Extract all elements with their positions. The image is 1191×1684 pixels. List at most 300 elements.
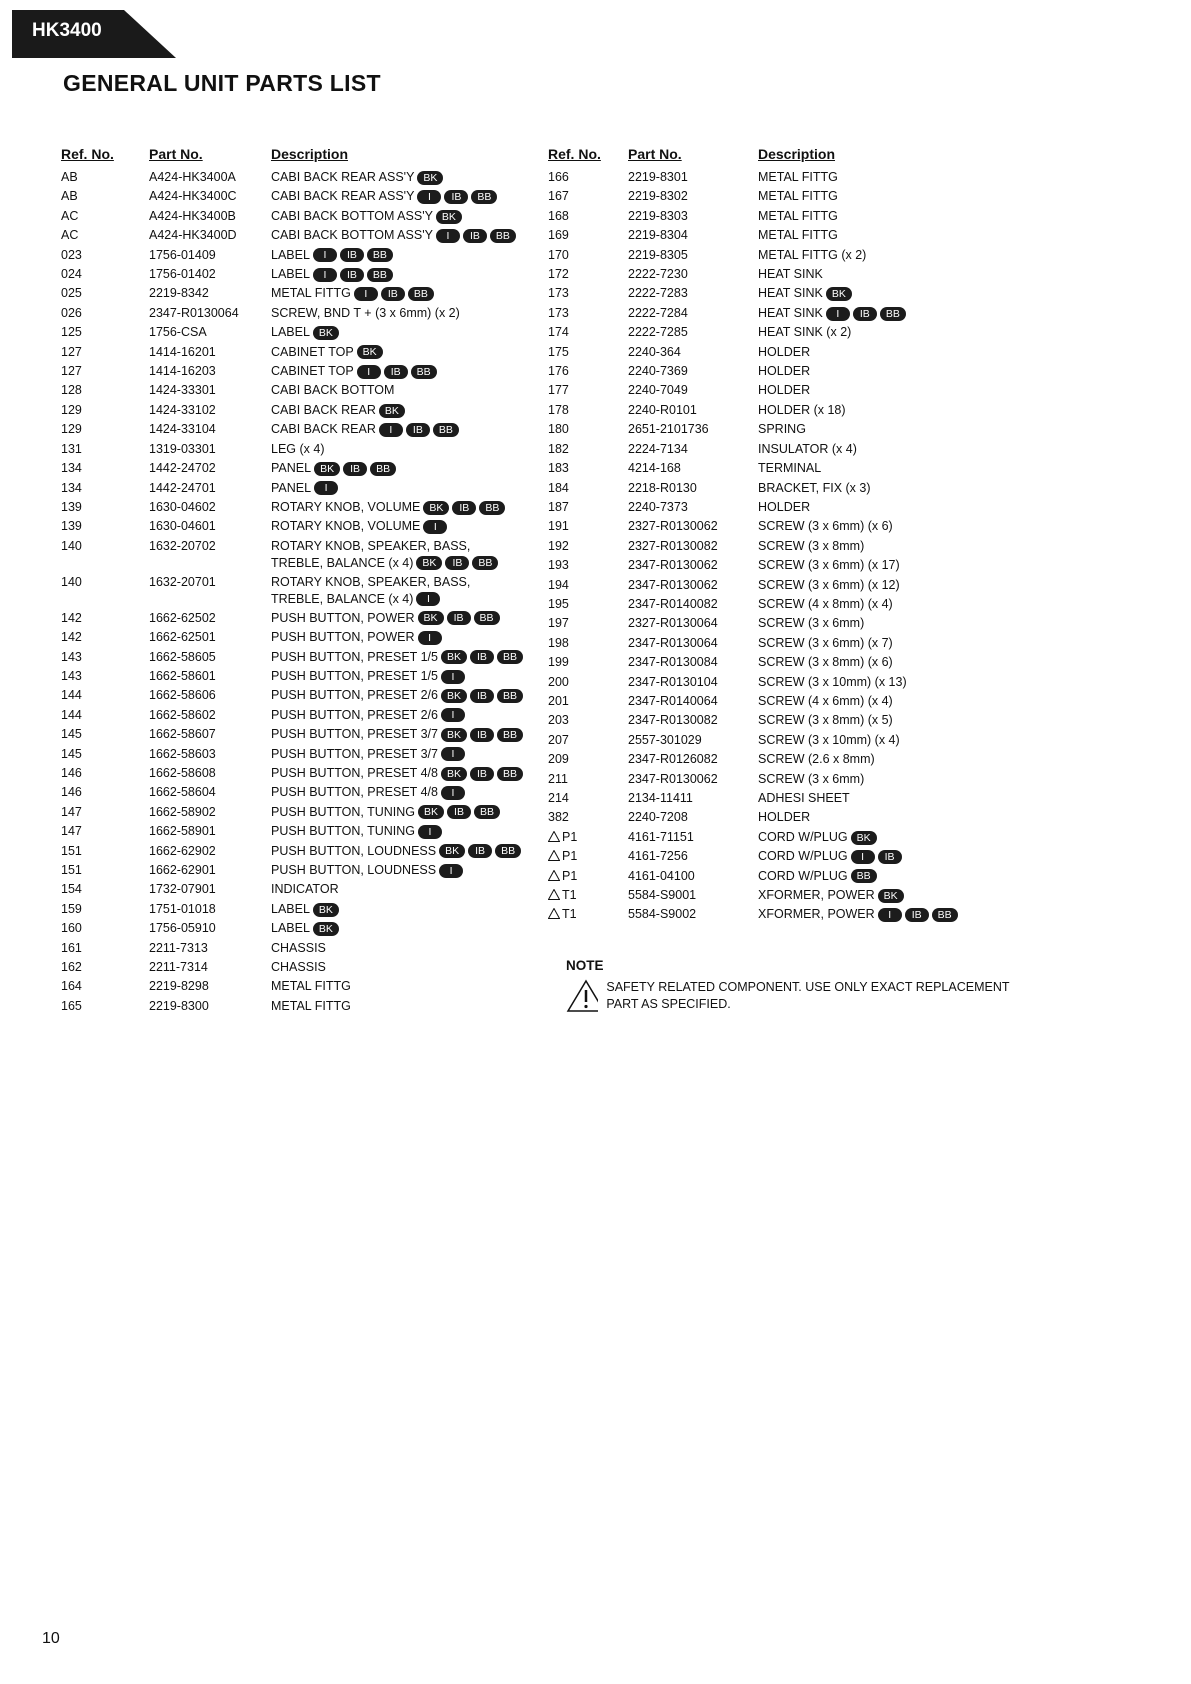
version-badge: IB (384, 365, 408, 379)
version-badge: IB (905, 908, 929, 922)
version-badge: BB (497, 767, 523, 781)
version-badges (851, 831, 877, 845)
ref-no-cell (61, 686, 149, 705)
description-text: METAL FITTG (758, 228, 838, 243)
table-row (61, 822, 561, 841)
description-text: BRACKET, FIX (x 3) (758, 480, 871, 495)
part-no-cell: 1319-03301 (149, 441, 216, 456)
ref-no-text: 147 (61, 804, 82, 819)
description-cell (271, 667, 561, 686)
warning-triangle-icon (566, 979, 598, 1013)
ref-no-cell (61, 783, 149, 802)
version-badge: I (441, 670, 465, 684)
ref-no-cell (61, 479, 149, 498)
table-row (548, 459, 1028, 478)
table-row (548, 323, 1028, 342)
ref-no-cell (548, 770, 628, 789)
description-cell (758, 440, 1028, 459)
table-row (61, 440, 561, 459)
part-no-cell: 2222-7230 (628, 267, 688, 282)
ref-no-text: 184 (548, 480, 569, 495)
part-no-cell: 2327-R0130064 (628, 616, 718, 631)
description-text: PUSH BUTTON, PRESET 1/5 (271, 668, 438, 683)
table-row (61, 842, 561, 861)
version-badges (441, 767, 523, 781)
table-row (61, 900, 561, 919)
part-no-cell: 2240-7369 (628, 364, 688, 379)
description-text: METAL FITTG (758, 170, 838, 184)
version-badges (441, 747, 465, 761)
version-badge: BB (433, 423, 459, 437)
table-row (61, 459, 561, 478)
ref-no-cell (61, 207, 149, 226)
table-row (548, 692, 1028, 711)
description-text: LEG (x 4) (271, 441, 325, 456)
description-text: HOLDER (758, 344, 811, 359)
description-cell (271, 919, 561, 938)
table-row (548, 537, 1028, 556)
description-text: PUSH BUTTON, PRESET 4/8 (271, 765, 438, 780)
ref-no-cell (61, 880, 149, 899)
version-badge: IB (343, 462, 367, 476)
ref-no-text: 200 (548, 674, 569, 689)
model-tag (12, 10, 176, 58)
part-no-cell: 1424-33104 (149, 422, 216, 437)
version-badge: IB (463, 229, 487, 243)
ref-no-cell (61, 667, 149, 686)
version-badge: IB (447, 611, 471, 625)
ref-no-text: 162 (61, 960, 82, 975)
version-badges (357, 345, 383, 359)
ref-no-cell (548, 362, 628, 381)
description-text: PUSH BUTTON, PRESET 2/6 (271, 688, 438, 703)
part-no-cell: 2211-7314 (149, 960, 208, 975)
description-text: PUSH BUTTON, TUNING (271, 804, 415, 819)
version-badge: I (354, 287, 378, 301)
description-cell (271, 168, 561, 187)
table-row (548, 517, 1028, 536)
table-row (61, 861, 561, 880)
ref-no-cell (548, 207, 628, 226)
ref-no-text: 178 (548, 402, 569, 417)
description-text: INDICATOR (271, 882, 339, 897)
description-cell (758, 867, 1028, 886)
table-row (61, 977, 561, 996)
description-text: PUSH BUTTON, PRESET 4/8 (271, 785, 438, 800)
version-badge: BB (479, 501, 505, 515)
part-no-cell: A424-HK3400A (149, 170, 236, 184)
description-cell (758, 847, 1028, 866)
version-badge: BB (370, 462, 396, 476)
part-no-cell: 1632-20702 (149, 538, 216, 553)
ref-no-text: AB (61, 189, 78, 204)
ref-no-cell (61, 939, 149, 958)
version-badges (313, 326, 339, 340)
table-row (61, 706, 561, 725)
description-cell (758, 459, 1028, 478)
part-no-cell: 1751-01018 (149, 901, 216, 916)
version-badges (439, 844, 521, 858)
version-badges (357, 365, 437, 379)
part-no-cell: 2219-8302 (628, 189, 688, 204)
table-row (548, 847, 1028, 866)
description-text: SCREW (3 x 10mm) (x 4) (758, 732, 900, 747)
table-row (548, 207, 1028, 226)
part-no-cell: 1630-04601 (149, 519, 216, 534)
description-text: PANEL (271, 480, 312, 495)
rows-left (61, 168, 561, 1016)
description-cell (271, 764, 561, 783)
version-badges (313, 922, 339, 936)
rows-right (548, 168, 1028, 925)
version-badge: BK (313, 903, 339, 917)
table-row (61, 517, 561, 536)
description-cell (758, 750, 1028, 769)
description-text: HEAT SINK (x 2) (758, 325, 852, 340)
description-cell (758, 653, 1028, 672)
description-text: PUSH BUTTON, PRESET 1/5 (271, 649, 438, 664)
description-text: CABI BACK REAR ASS'Y (271, 189, 415, 204)
version-badges (441, 728, 523, 742)
ref-no-cell (61, 977, 149, 996)
version-badge: BK (379, 404, 405, 418)
version-badge: I (436, 229, 460, 243)
ref-no-cell (61, 459, 149, 478)
version-badge: IB (447, 805, 471, 819)
ref-no-text: 167 (548, 189, 569, 204)
ref-no-cell (548, 750, 628, 769)
parts-table-right (548, 146, 1028, 925)
description-cell (758, 692, 1028, 711)
description-text: ADHESI SHEET (758, 791, 850, 805)
description-cell (758, 265, 1028, 284)
description-text: SCREW (2.6 x 8mm) (758, 752, 875, 767)
table-row (61, 187, 561, 206)
ref-no-text: 145 (61, 746, 82, 761)
description-cell (271, 265, 561, 284)
description-cell (271, 648, 561, 667)
note-title: NOTE (566, 958, 604, 973)
ref-no-cell (548, 187, 628, 206)
ref-no-cell (548, 576, 628, 595)
version-badge: I (441, 747, 465, 761)
table-row (548, 905, 1028, 924)
description-cell (271, 628, 561, 647)
table-row (61, 304, 561, 323)
ref-no-cell (548, 537, 628, 556)
ref-no-cell (548, 711, 628, 730)
table-row (61, 686, 561, 705)
version-badge: BB (497, 689, 523, 703)
ref-no-text: 125 (61, 325, 82, 340)
description-cell (271, 574, 561, 608)
description-cell (758, 537, 1028, 556)
part-no-cell: 4161-7256 (628, 849, 688, 864)
version-badge: BB (471, 190, 497, 204)
description-cell (271, 517, 561, 536)
table-row (61, 648, 561, 667)
description-text: PUSH BUTTON, LOUDNESS (271, 863, 437, 877)
part-no-cell: 1424-33301 (149, 383, 216, 398)
part-no-cell: 1442-24702 (149, 461, 216, 476)
version-badges (851, 869, 877, 883)
description-cell (271, 880, 561, 899)
table-row (61, 498, 561, 517)
version-badge: IB (444, 190, 468, 204)
ref-no-text: 023 (61, 247, 82, 262)
description-text: PANEL (271, 461, 312, 476)
ref-no-text: 165 (61, 998, 82, 1013)
description-text: HOLDER (758, 383, 811, 398)
description-cell (758, 401, 1028, 420)
part-no-cell: 2327-R0130082 (628, 538, 718, 553)
version-badges (423, 520, 447, 534)
description-cell (271, 459, 561, 478)
description-text: METAL FITTG (x 2) (758, 247, 867, 262)
version-badge: I (313, 268, 337, 282)
ref-no-cell (61, 861, 149, 880)
description-text: SCREW (3 x 6mm) (758, 771, 865, 786)
version-badge: BB (851, 869, 877, 883)
ref-no-cell (548, 517, 628, 536)
ref-no-text: P1 (562, 829, 578, 844)
version-badge: IB (878, 850, 902, 864)
description-text: ROTARY KNOB, VOLUME (271, 519, 421, 534)
version-badges (441, 689, 523, 703)
version-badges (423, 501, 505, 515)
ref-no-text: 129 (61, 402, 82, 417)
description-text: CORD W/PLUG (758, 868, 848, 883)
version-badge: IB (853, 307, 877, 321)
table-row (61, 246, 561, 265)
ref-no-cell (548, 886, 628, 905)
part-no-cell: 2219-8305 (628, 247, 688, 262)
page-number: 10 (42, 1630, 60, 1647)
part-no-cell: 1630-04602 (149, 499, 216, 514)
part-no-cell: 2219-8304 (628, 228, 688, 243)
description-text: PUSH BUTTON, POWER (271, 630, 415, 645)
description-cell (758, 634, 1028, 653)
ref-no-text: 140 (61, 538, 82, 553)
part-no-cell: 1662-58604 (149, 785, 216, 800)
description-cell (758, 323, 1028, 342)
description-cell (758, 556, 1028, 575)
ref-no-text: 214 (548, 791, 569, 805)
version-badge: BB (497, 650, 523, 664)
table-row (548, 401, 1028, 420)
description-text: CHASSIS (271, 960, 326, 975)
description-text: PUSH BUTTON, TUNING (271, 824, 415, 839)
ref-no-text: 129 (61, 422, 82, 437)
description-cell (271, 939, 561, 958)
model-label: HK3400 (32, 20, 102, 41)
table-row (61, 362, 561, 381)
description-cell (271, 401, 561, 420)
description-cell (758, 498, 1028, 517)
table-row (61, 323, 561, 342)
table-row (548, 673, 1028, 692)
description-cell (271, 706, 561, 725)
description-text: ROTARY KNOB, SPEAKER, BASS, TREBLE, BALANCE (x 4) (271, 574, 471, 606)
description-text: CABINET TOP (271, 344, 354, 359)
part-no-cell: 5584-S9002 (628, 907, 697, 922)
ref-no-text: T1 (562, 888, 577, 903)
ref-no-text: 169 (548, 228, 569, 243)
version-badge: BK (416, 556, 442, 570)
part-no-cell: 1756-05910 (149, 921, 216, 936)
table-row (548, 304, 1028, 323)
version-badge: I (379, 423, 403, 437)
description-cell (758, 576, 1028, 595)
table-row (61, 168, 561, 187)
part-no-cell: 2347-R0130062 (628, 558, 718, 573)
description-cell (758, 828, 1028, 847)
ref-no-cell (61, 958, 149, 977)
ref-no-cell (548, 634, 628, 653)
description-text: METAL FITTG (271, 286, 351, 301)
version-badge: IB (470, 689, 494, 703)
version-badges (313, 268, 393, 282)
version-badge: BK (418, 805, 444, 819)
table-row (548, 886, 1028, 905)
table-row (548, 556, 1028, 575)
ref-no-text: 151 (61, 843, 82, 858)
ref-no-text: 209 (548, 752, 569, 767)
description-cell (758, 381, 1028, 400)
version-badge: BK (878, 889, 904, 903)
description-cell (271, 207, 561, 226)
version-badge: BK (314, 462, 340, 476)
description-cell (271, 686, 561, 705)
version-badge: BK (357, 345, 383, 359)
version-badge: BK (826, 287, 852, 301)
ref-no-cell (548, 595, 628, 614)
table-row (548, 867, 1028, 886)
ref-no-cell (548, 323, 628, 342)
ref-no-cell (548, 847, 628, 866)
part-no-cell: 2347-R0130084 (628, 655, 718, 670)
version-badges (441, 670, 465, 684)
version-badges (354, 287, 434, 301)
part-no-cell: 2557-301029 (628, 732, 702, 747)
ref-no-cell (61, 323, 149, 342)
ref-no-cell (61, 343, 149, 362)
description-cell (271, 284, 561, 303)
version-badges (416, 592, 440, 606)
ref-no-text: 168 (548, 208, 569, 223)
safety-warning-icon (548, 908, 560, 919)
version-badge: BK (441, 728, 467, 742)
ref-no-text: 146 (61, 765, 82, 780)
description-cell (758, 808, 1028, 827)
version-badges (416, 556, 498, 570)
description-cell (271, 479, 561, 498)
ref-no-cell (548, 401, 628, 420)
version-badges (418, 825, 442, 839)
ref-no-text: 127 (61, 344, 82, 359)
ref-no-text: 170 (548, 247, 569, 262)
description-text: METAL FITTG (271, 998, 351, 1013)
part-no-cell: 1442-24701 (149, 480, 216, 495)
description-cell (758, 420, 1028, 439)
description-cell (758, 517, 1028, 536)
ref-no-cell (61, 842, 149, 861)
description-text: ROTARY KNOB, SPEAKER, BASS, TREBLE, BALANCE (x 4) (271, 538, 471, 570)
description-text: ROTARY KNOB, VOLUME (271, 499, 421, 514)
ref-no-cell (61, 168, 149, 187)
table-row (61, 226, 561, 245)
ref-no-cell (548, 459, 628, 478)
table-row (548, 440, 1028, 459)
description-cell (271, 323, 561, 342)
part-no-cell: 2347-R0130064 (628, 635, 718, 650)
version-badge: BK (423, 501, 449, 515)
version-badges (418, 805, 500, 819)
ref-no-text: 024 (61, 267, 82, 282)
description-text: CORD W/PLUG (758, 829, 848, 844)
description-text: TERMINAL (758, 461, 822, 476)
description-cell (271, 958, 561, 977)
version-badge: I (313, 248, 337, 262)
table-row (61, 401, 561, 420)
version-badge: I (439, 864, 463, 878)
part-no-cell: 1732-07901 (149, 882, 216, 897)
description-text: HOLDER (758, 810, 811, 825)
ref-no-cell (548, 440, 628, 459)
description-text: CORD W/PLUG (758, 849, 848, 864)
description-cell (271, 440, 561, 459)
description-cell (758, 905, 1028, 924)
description-text: INSULATOR (x 4) (758, 441, 857, 456)
ref-no-cell (61, 381, 149, 400)
table-row (548, 187, 1028, 206)
ref-no-cell (548, 614, 628, 633)
description-text: SCREW (3 x 8mm) (x 5) (758, 713, 893, 728)
ref-no-text: AC (61, 228, 79, 243)
description-cell (758, 614, 1028, 633)
ref-no-cell (61, 706, 149, 725)
ref-no-cell (61, 304, 149, 323)
description-cell (758, 595, 1028, 614)
part-no-cell: 2651-2101736 (628, 422, 709, 437)
version-badges (826, 287, 852, 301)
version-badge: IB (470, 650, 494, 664)
version-badges (313, 903, 339, 917)
version-badge: BK (441, 650, 467, 664)
table-row (61, 880, 561, 899)
page-title: GENERAL UNIT PARTS LIST (63, 70, 381, 96)
description-cell (271, 343, 561, 362)
ref-no-text: P1 (562, 868, 578, 883)
table-row (61, 265, 561, 284)
ref-no-cell (61, 498, 149, 517)
version-badges (441, 786, 465, 800)
description-cell (271, 187, 561, 206)
version-badges (851, 850, 902, 864)
ref-no-text: 159 (61, 901, 82, 916)
description-text: CABI BACK BOTTOM (271, 383, 395, 398)
ref-no-text: 207 (548, 732, 569, 747)
ref-no-text: 182 (548, 441, 569, 456)
table-row (61, 764, 561, 783)
ref-no-header: Ref. No. (548, 146, 601, 162)
table-row (548, 653, 1028, 672)
table-row (61, 783, 561, 802)
safety-note (566, 958, 1036, 1013)
part-no-cell: 2347-R0130082 (628, 713, 718, 728)
ref-no-cell (61, 265, 149, 284)
part-no-cell: 2211-7313 (149, 940, 208, 955)
